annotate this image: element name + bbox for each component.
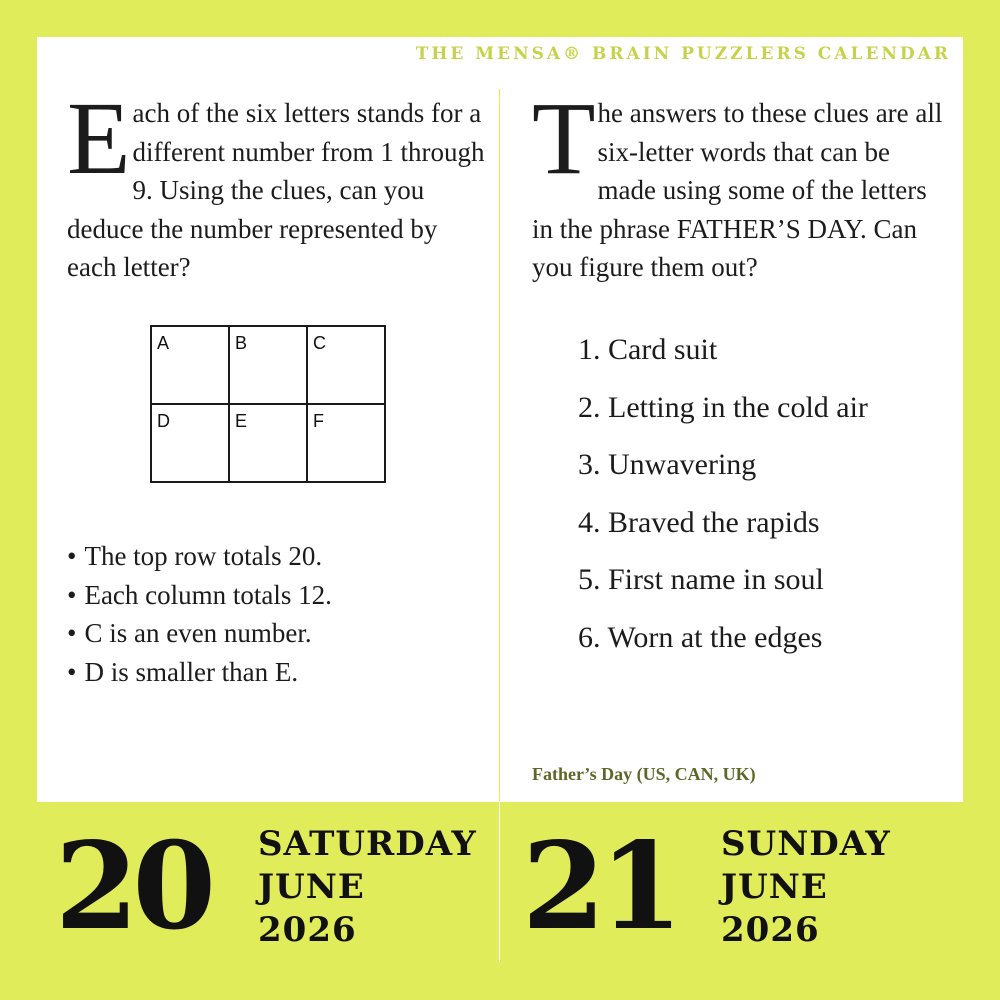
cell-label-e: E <box>235 411 248 431</box>
word-clue-item: 1. Card suit <box>578 333 718 366</box>
word-clue-list <box>578 321 868 666</box>
word-clue-item: 3. Unwavering <box>578 448 757 481</box>
right-puzzle-intro <box>532 81 952 287</box>
year-left: 2026 <box>258 910 357 950</box>
day-number-left: 20 <box>55 816 210 957</box>
cell-label-f: F <box>313 411 324 431</box>
day-number-right: 21 <box>522 816 677 957</box>
grid-cell-e <box>229 404 307 482</box>
grid-cell-d <box>151 404 229 482</box>
grid-row-bottom <box>151 404 385 482</box>
cell-label-c: C <box>313 333 326 353</box>
right-dropcap: T <box>532 81 596 196</box>
month-right: JUNE <box>721 867 828 907</box>
grid-cell-a <box>151 326 229 404</box>
holiday-note: Father’s Day (US, CAN, UK) <box>532 764 756 784</box>
word-clue-item: 5. First name in soul <box>578 563 824 596</box>
date-text-right <box>721 823 891 952</box>
word-clue-item: 6. Worn at the edges <box>578 620 823 654</box>
cell-label-d: D <box>157 411 170 431</box>
left-puzzle-intro <box>67 81 487 287</box>
weekday-right: SUNDAY <box>721 824 891 864</box>
clue-item: • Each column totals 12. <box>67 576 332 615</box>
clue-list <box>67 537 332 691</box>
left-intro-text: ach of the six letters stands for a different number from 1 through 9. Using the clues, can you deduce the number represented by each letter? <box>67 98 485 282</box>
clue-item: • The top row totals 20. <box>67 537 332 576</box>
left-dropcap: E <box>67 81 131 196</box>
grid-cell-c <box>307 326 385 404</box>
word-clue-item: 2. Letting in the cold air <box>578 390 868 424</box>
calendar-page <box>37 37 963 962</box>
letter-grid <box>150 325 386 483</box>
weekday-left: SATURDAY <box>258 824 477 864</box>
date-text-left <box>258 823 477 952</box>
calendar-title: THE MENSA® BRAIN PUZZLERS CALENDAR <box>415 44 951 64</box>
right-intro-text: he answers to these clues are all six-letter words that can be made using some of the letters in the phrase FATHER’S DAY. Can you figure them out? <box>532 98 943 282</box>
word-clue-item: 4. Braved the rapids <box>578 505 820 539</box>
grid-cell-f <box>307 404 385 482</box>
clue-item: • C is an even number. <box>67 614 332 653</box>
date-band-divider <box>499 802 500 962</box>
grid-row-top <box>151 326 385 404</box>
month-left: JUNE <box>258 867 365 907</box>
cell-label-b: B <box>235 333 248 353</box>
grid-cell-b <box>229 326 307 404</box>
clue-item: • D is smaller than E. <box>67 653 332 692</box>
cell-label-a: A <box>157 333 170 353</box>
year-right: 2026 <box>721 910 820 950</box>
